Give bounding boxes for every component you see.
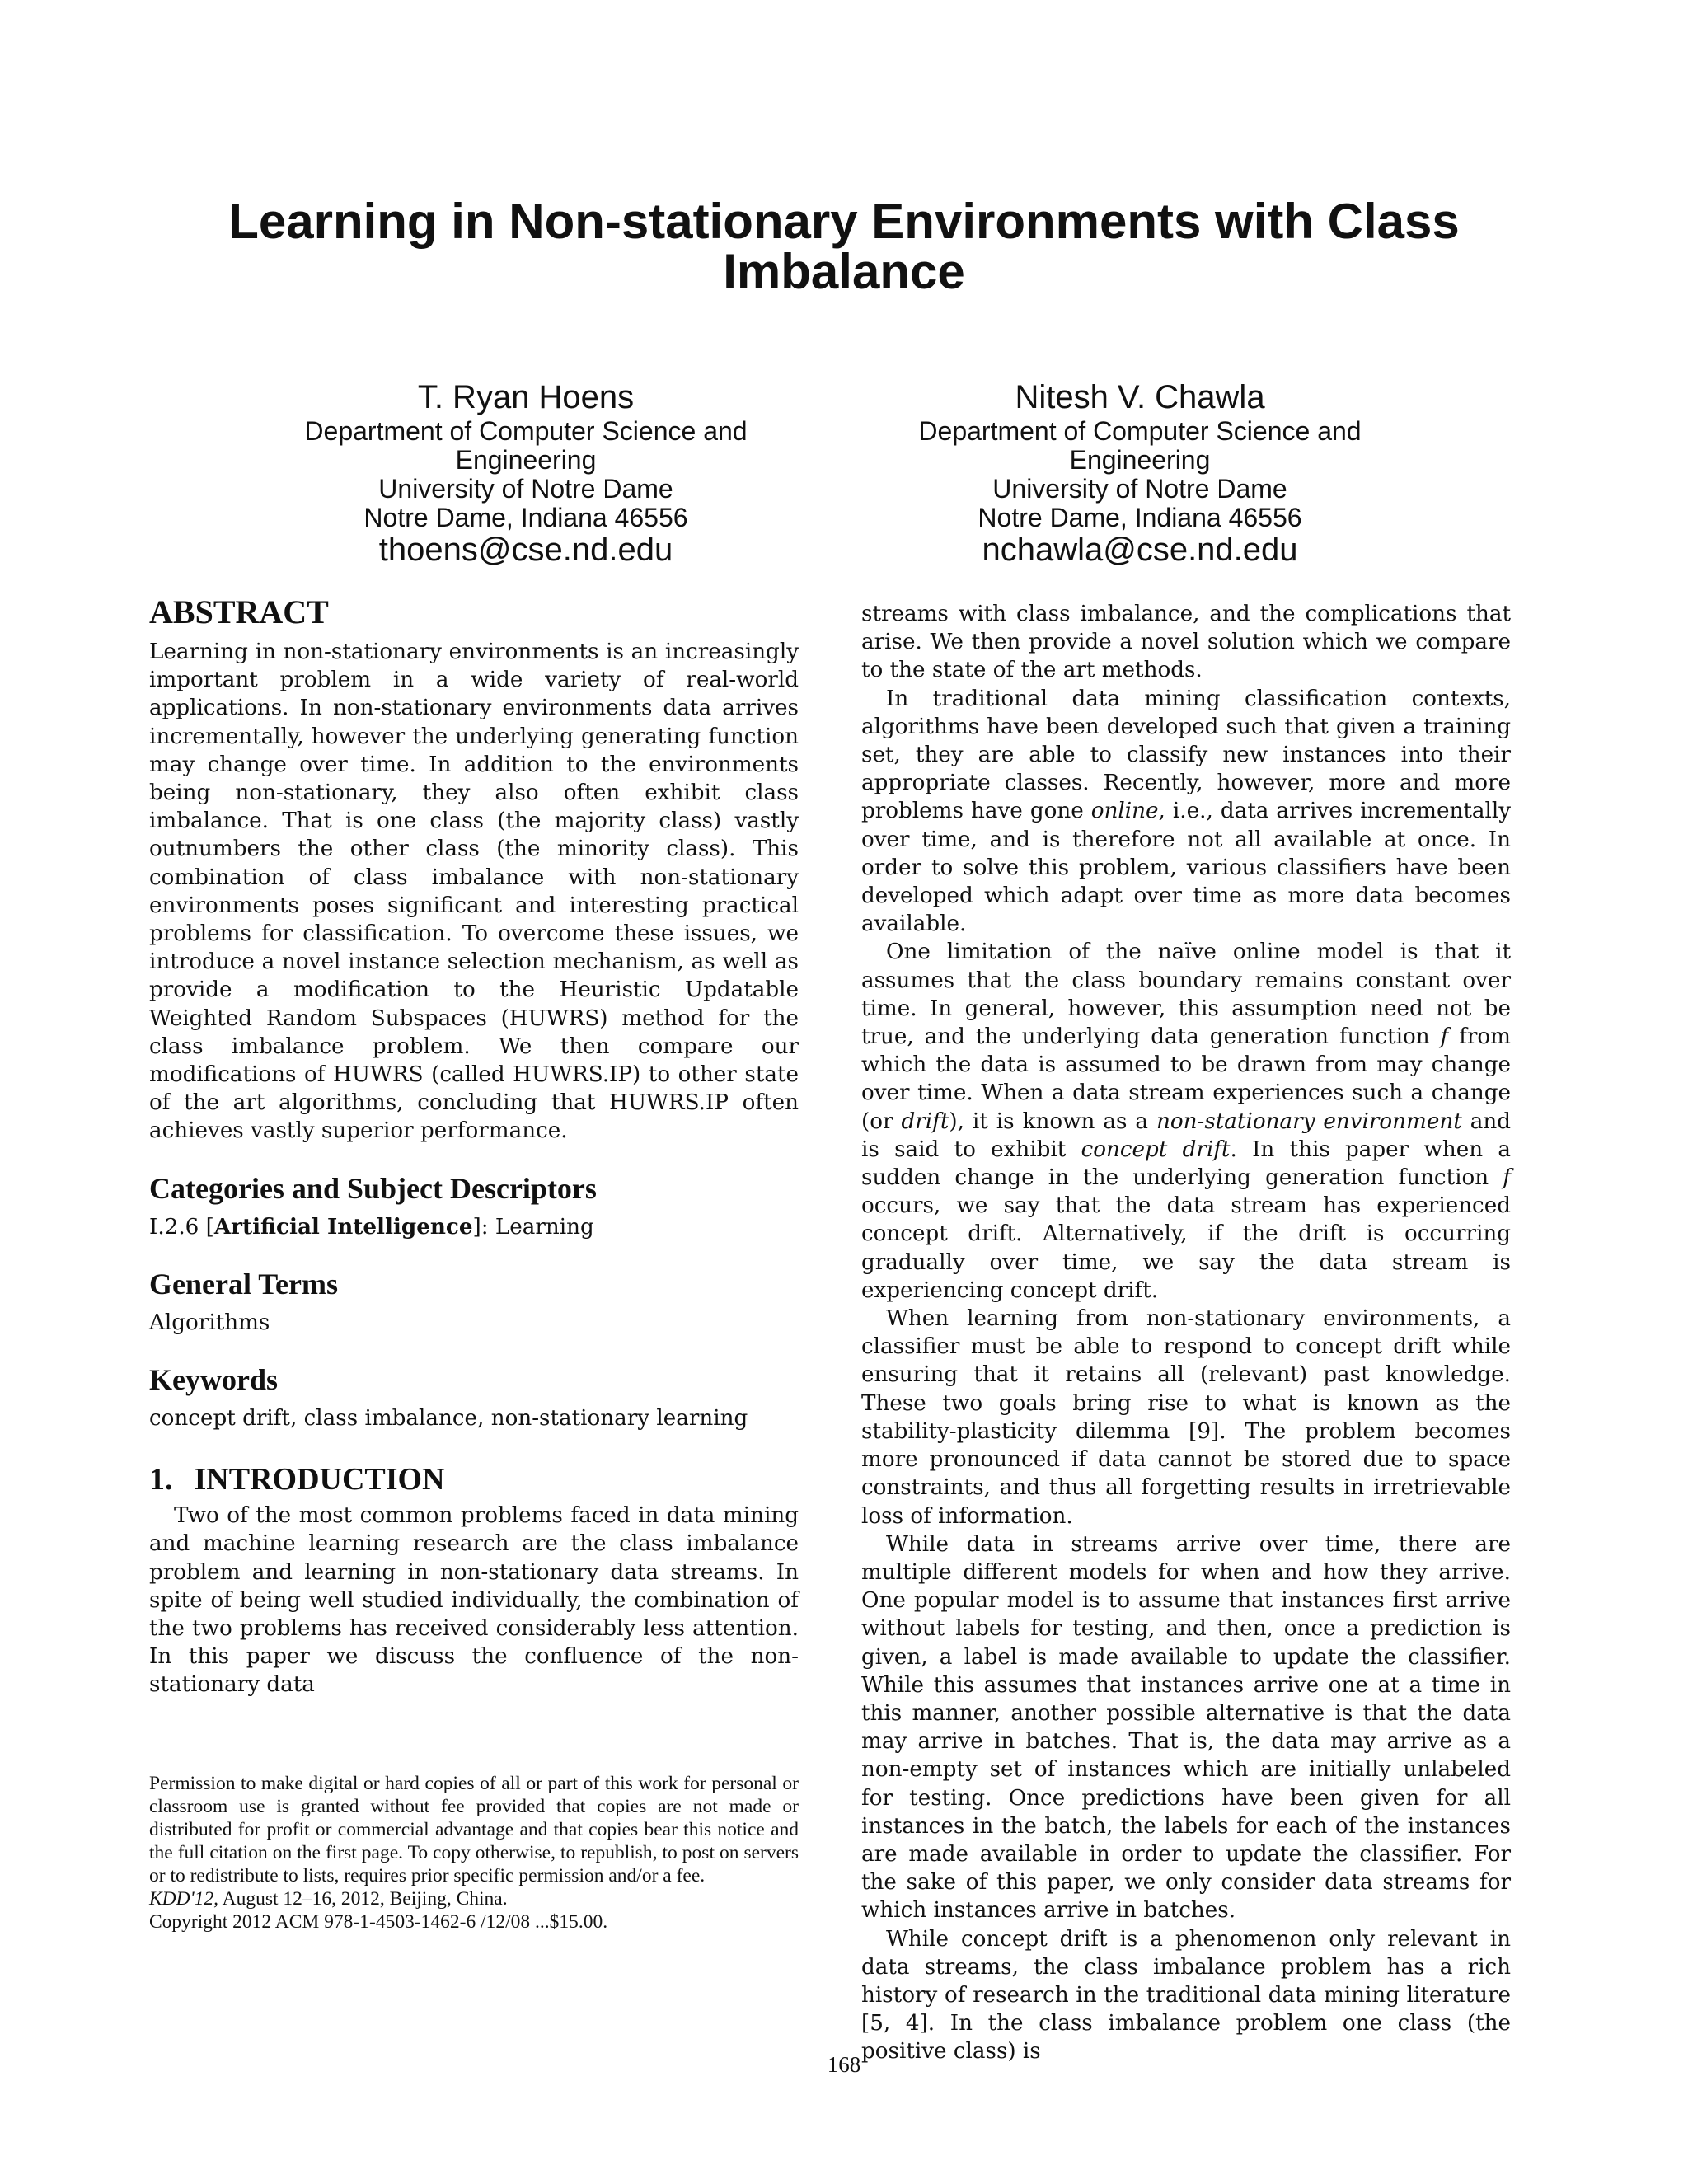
math-f: f	[1440, 1024, 1449, 1050]
author-university: University of Notre Dame	[378, 474, 673, 504]
author-location: Notre Dame, Indiana 46556	[978, 503, 1302, 532]
author-name: Nitesh V. Chawla	[1015, 379, 1265, 415]
section-title: INTRODUCTION	[194, 1462, 445, 1497]
section-number: 1.	[149, 1462, 173, 1497]
emphasis-non-stationary: non-stationary environment	[1156, 1108, 1462, 1134]
author-department: Department of Computer Science and Engineering	[304, 416, 748, 475]
text-run: from which the data is assumed to be drawn from may change over time. When a data stream experiences such a change (or	[861, 1024, 1511, 1134]
math-f: f	[1503, 1165, 1511, 1191]
text-run: occurs, we say that the data stream has experienced concept drift. Alternatively, if the drift is occurring gradually over time, we say the data stream is experiencing concept drift.	[861, 1193, 1511, 1303]
text-run: . In this paper when a sudden change in the underlying generation function	[861, 1137, 1511, 1191]
permission-block	[149, 1772, 799, 1933]
categories-rest: ]: Learning	[472, 1214, 594, 1240]
author-location: Notre Dame, Indiana 46556	[363, 503, 688, 532]
text-run: ), it is known as a	[949, 1108, 1156, 1134]
emphasis-concept-drift: concept drift	[1081, 1137, 1231, 1162]
permission-text: Permission to make digital or hard copies of all or part of this work for personal or classroom use is granted without fee provided that copies are not made or distributed for profit or commercial advantage and that copies bear this notice and the full citation on the first page. To copy otherwise, to republish, to post on servers or to redistribute to lists, requires prior specific permission and/or a fee.	[149, 1773, 799, 1886]
page-number: 168	[827, 2052, 861, 2077]
venue-name: KDD'12,	[149, 1888, 219, 1910]
paper-title: Learning in Non-stationary Environments with Class Imbalance	[228, 194, 1460, 300]
categories-text	[149, 1213, 799, 1241]
paragraph-2	[861, 685, 1511, 939]
abstract-heading: ABSTRACT	[149, 593, 329, 630]
general-terms-text: Algorithms	[149, 1310, 270, 1335]
author-block-1	[270, 377, 781, 567]
right-column	[861, 600, 1511, 2066]
text-run: and is said to exhibit	[861, 1108, 1512, 1162]
paragraph-1: streams with class imbalance, and the complications that arise. We then provide a novel solution which we compare to the state of the art methods.	[861, 602, 1511, 683]
categories-bold-term: Artificial Intelligence	[213, 1213, 473, 1240]
abstract-text: Learning in non-stationary environments is an increasingly important problem in a wide variety of real-world applications. In non-stationary environments data arrives incrementally, however the underlying generating function may change over time. In addition to the environments being non-stationary, they also often exhibit class imbalance. That is one class (the majority class) vastly outnumbers the other class (the minority class). This combination of class imbalance with non-stationary environments poses significant and interesting practical problems for classification. To overcome these issues, we introduce a novel instance selection mechanism, as well as provide a modification to the Heuristic Updatable Weighted Random Subspaces (HUWRS) method for the class imbalance problem. We then compare our modifications of HUWRS (called HUWRS.IP) to other state of the art algorithms, concluding that HUWRS.IP often achieves vastly superior performance.	[149, 640, 799, 1144]
venue-line	[149, 1887, 799, 1910]
keywords-text: concept drift, class imbalance, non-stationary learning	[149, 1406, 748, 1432]
paragraph-6: While concept drift is a phenomenon only relevant in data streams, the class imbalance problem has a rich history of research in the traditional data mining literature [5, 4]. In the class imbalance problem one class (the positive class) is	[861, 1926, 1511, 2064]
author-block-2	[884, 377, 1395, 567]
emphasis-online: online	[1090, 799, 1159, 824]
left-column	[149, 592, 799, 1699]
paragraph-4: When learning from non-stationary environments, a classifier must be able to respond to concept drift while ensuring that it retains all (relevant) past knowledge. These two goals bring rise to what is known as the stability-plasticity dilemma [9]. The problem becomes more pronounced if data cannot be stored due to space constraints, and thus all forgetting results in irretrievable loss of information.	[861, 1306, 1511, 1529]
paragraph-3	[861, 938, 1511, 1305]
author-name: T. Ryan Hoens	[417, 379, 635, 415]
author-university: University of Notre Dame	[992, 474, 1287, 504]
author-email: nchawla@cse.nd.edu	[982, 532, 1298, 568]
copyright-line: Copyright 2012 ACM 978-1-4503-1462-6 /12/08 ...$15.00.	[149, 1911, 608, 1933]
emphasis-drift: drift	[901, 1108, 950, 1134]
introduction-paragraph: Two of the most common problems faced in data mining and machine learning research are the class imbalance problem and learning in non-stationary data streams. In spite of being well studied individually, the combination of the two problems has received considerably less attention. In this paper we discuss the confluence of the non-stationary data	[149, 1503, 799, 1698]
text-run: One limitation of the naïve online model is that it assumes that the class boundary remains constant over time. In general, however, this assumption need not be true, and the underlying data generation function	[861, 940, 1511, 1050]
categories-code: I.2.6 [	[149, 1214, 214, 1240]
paragraph-5: While data in streams arrive over time, there are multiple different models for when and how they arrive. One popular model is to assume that instances first arrive without labels for testing, and then, once a prediction is given, a label is made available to update the classifier. While this assumes that instances arrive one at a time in this manner, another possible alternative is that the data may arrive in batches. That is, the data may arrive as a non-empty set of instances which are initially unlabeled for testing. Once predictions have been given for all instances in the batch, the labels for each of the instances are made available in order to update the classifier. For the sake of this paper, we only consider data streams for which instances arrive in batches.	[861, 1531, 1511, 1924]
introduction-heading	[149, 1460, 799, 1498]
categories-heading: Categories and Subject Descriptors	[149, 1171, 597, 1205]
keywords-heading: Keywords	[149, 1363, 278, 1397]
author-department: Department of Computer Science and Engineering	[918, 416, 1362, 475]
text-run: In traditional data mining classification contexts, algorithms have been developed such that given a training set, they are able to classify new instances into their appropriate classes. Recently, however, more and more problems have gone	[861, 686, 1511, 824]
venue-details: August 12–16, 2012, Beijing, China.	[218, 1888, 508, 1910]
general-terms-heading: General Terms	[149, 1267, 338, 1301]
text-run: , i.e., data arrives incrementally over time, and is therefore not all available at once. In order to solve this problem, various classifiers have been developed which adapt over time as more data becomes available.	[861, 799, 1512, 937]
author-email: thoens@cse.nd.edu	[378, 532, 673, 568]
